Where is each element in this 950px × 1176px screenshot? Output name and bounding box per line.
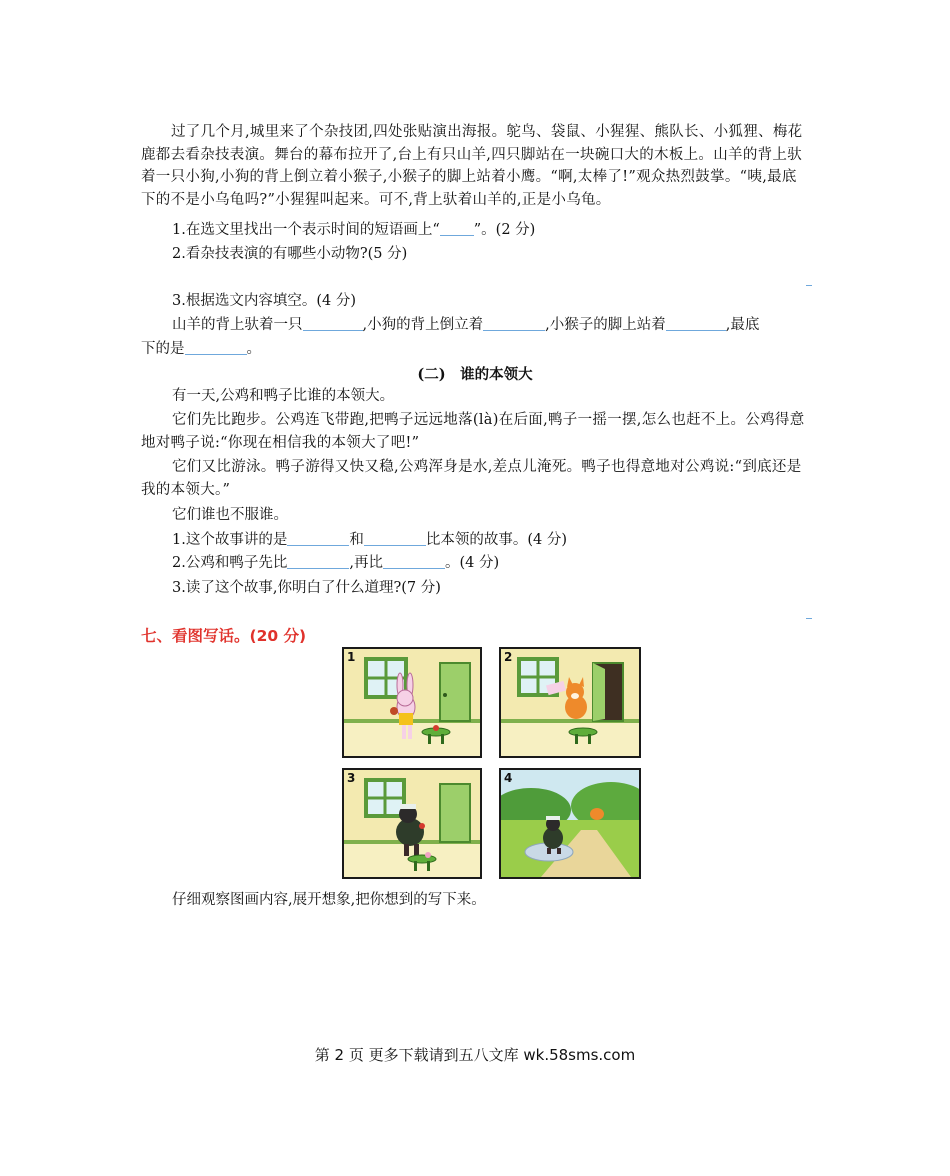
panel-number: 1 [347,650,356,664]
fill-text: ,小猴子的脚上站着 [545,317,666,333]
answer-blank[interactable] [287,531,349,546]
fill-text: ,小狗的背上倒立着 [362,317,484,333]
answer-blank[interactable] [185,340,247,355]
panel-number: 3 [347,771,356,785]
panel-2-illustration [501,649,639,756]
panel-number: 4 [504,771,513,785]
section-seven-heading: 七、看图写话。(20 分) [141,627,307,645]
fill-text: ,最底 [725,317,760,333]
section-two-title: (二) 谁的本领大 [417,366,533,383]
picture-panel-4 [499,768,641,879]
question-1-2: 2.看杂技表演的有哪些小动物?(5 分) [172,246,408,262]
story-para-3: 它们又比游泳。鸭子游得又快又稳,公鸡浑身是水,差点儿淹死。鸭子也得意地对公鸡说:“到底还是我的本领大。” [141,459,802,498]
panel-1-illustration [344,649,480,756]
fill-text: 。 [246,341,261,357]
answer-blank[interactable] [303,316,363,331]
picture-panel-1 [342,647,482,758]
fill-text: 下的是 [141,341,185,357]
picture-panel-3 [342,768,482,879]
story-para-1: 有一天,公鸡和鸭子比谁的本领大。 [172,388,395,404]
question-2-2 [172,552,499,574]
answer-blank[interactable] [483,316,545,331]
question-2-3: 3.读了这个故事,你明白了什么道理?(7 分) [172,580,441,596]
question-1-1-tail: ”。(2 分) [473,222,536,238]
answer-blank[interactable] [666,316,726,331]
page-footer: 第 2 页 更多下载请到五八文库 wk.58sms.com [314,1046,636,1064]
writing-instruction: 仔细观察图画内容,展开想象,把你想到的写下来。 [172,892,486,908]
answer-blank[interactable] [383,554,445,569]
question-text: 。(4 分) [444,555,500,571]
fill-in-line-1 [172,314,759,336]
story-para-2: 它们先比跑步。公鸡连飞带跑,把鸭子远远地落(là)在后面,鸭子一摇一摆,怎么也赶不上。公鸡得意地对鸭子说:“你现在相信我的本领大了吧!” [141,412,805,451]
fill-text: 山羊的背上驮着一只 [172,317,303,333]
answer-line-marker [806,285,812,286]
question-1-1-text: 1.在选文里找出一个表示时间的短语画上“ [172,222,440,238]
picture-panel-2 [499,647,641,758]
story-para-4: 它们谁也不服谁。 [172,507,288,523]
panel-number: 2 [504,650,513,664]
fill-in-line-2 [141,338,261,360]
panel-3-illustration [344,770,480,877]
question-text: 和 [349,532,364,548]
question-2-1 [172,529,567,551]
answer-blank[interactable] [440,221,474,236]
question-text: 比本领的故事。(4 分) [425,532,567,548]
question-text: 1.这个故事讲的是 [172,532,288,548]
answer-blank[interactable] [287,554,349,569]
question-1-3: 3.根据选文内容填空。(4 分) [172,293,356,309]
passage-one: 过了几个月,城里来了个杂技团,四处张贴演出海报。鸵鸟、袋鼠、小猩猩、熊队长、小狐狸、梅花鹿都去看杂技表演。舞台的幕布拉开了,台上有只山羊,四只脚站在一块碗口大的木板上。山羊的背上驮着一只小狗,小狗的背上倒立着小猴子,小猴子的脚上站着小鹰。“啊,太棒了!”观众热烈鼓掌。“咦,最底下的不是小乌龟吗?”小猩猩叫起来。可不,背上驮着山羊的,正是小乌龟。 [141,124,803,208]
answer-line-marker [806,618,812,619]
answer-blank[interactable] [364,531,426,546]
panel-4-illustration [501,770,639,877]
question-text: ,再比 [349,555,383,571]
question-text: 2.公鸡和鸭子先比 [172,555,288,571]
question-1-1 [172,219,535,241]
